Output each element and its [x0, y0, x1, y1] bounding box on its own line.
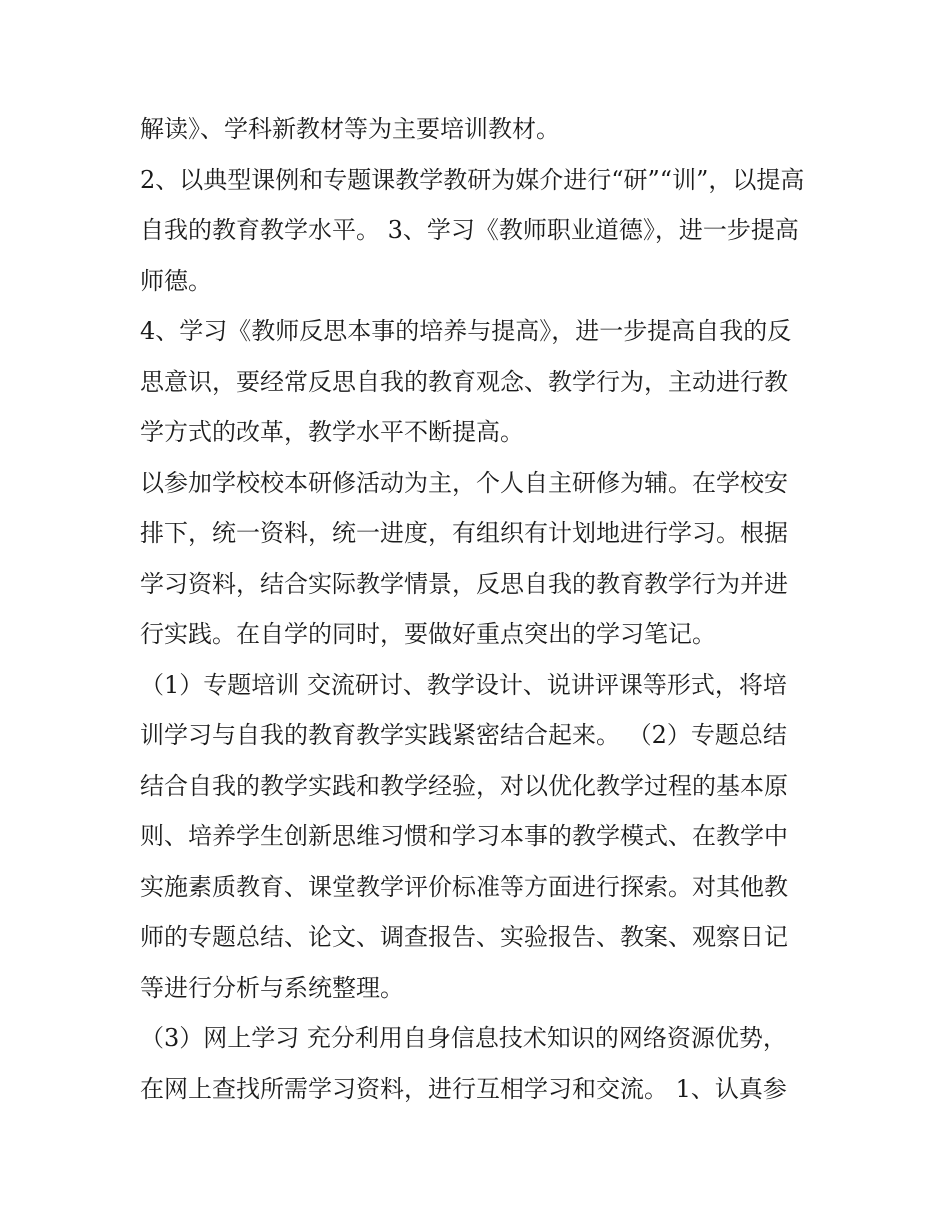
paragraph-4: 以参加学校校本研修活动为主，个人自主研修为辅。在学校安排下，统一资料，统一进度，有组织有计划地进行学习。根据学习资料，结合实际教学情景，反思自我的教育教学行为并进行实践。在自学的同时，要做好重点突出的学习笔记。 — [140, 468, 788, 648]
paragraph-5: （1）专题培训 交流研讨、教学设计、说讲评课等形式，将培训学习与自我的教育教学实践紧密结合起来。 （2）专题总结 结合自我的教学实践和教学经验，对以优化教学过程的基本原则、培养学生创新思维习惯和学习本事的教学模式、在教学中实施素质教育、课堂教学评价标准等方面进行探索。对其他教师的专题总结、论文、调查报告、实验报告、教案、观察日记等进行分析与系统整理。 — [140, 670, 795, 1002]
paragraph-3: 4、学习《教师反思本事的培养与提高》，进一步提高自我的反思意识，要经常反思自我的教育观念、教学行为，主动进行教学方式的改革，教学水平不断提高。 — [140, 317, 792, 446]
paragraph-6: （3）网上学习 充分利用自身信息技术知识的网络资源优势，在网上查找所需学习资料，进行互相学习和交流。 1、认真参 — [140, 1024, 787, 1103]
document-body — [140, 104, 810, 1114]
paragraph-1: 解读》、学科新教材等为主要培训教材。 — [140, 115, 560, 143]
paragraph-2: 2、以典型课例和专题课教学教研为媒介进行“研”“训”，以提高自我的教育教学水平。 3、学习《教师职业道德》，进一步提高师德。 — [140, 165, 805, 295]
